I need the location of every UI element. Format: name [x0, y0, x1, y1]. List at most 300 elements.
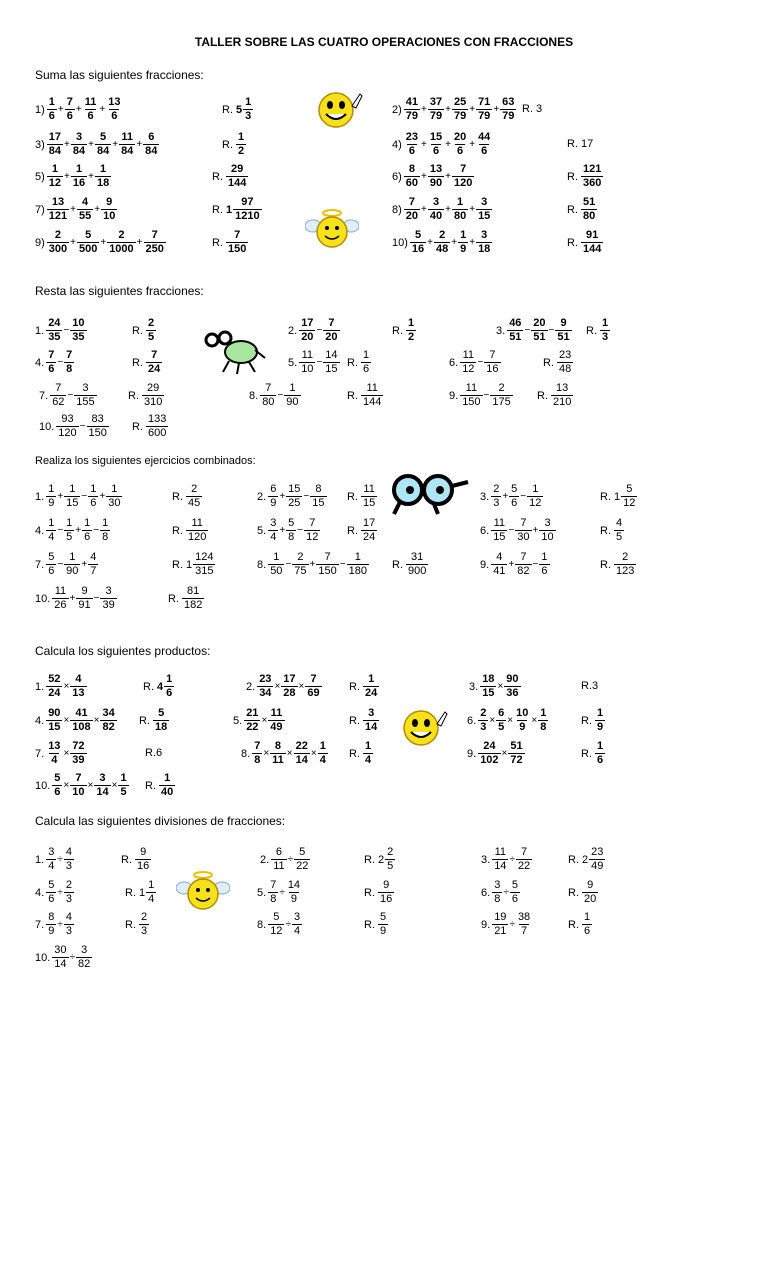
fraction: [323, 349, 339, 376]
answer-sum-8: [567, 196, 597, 223]
numerator: 1: [48, 483, 55, 495]
numerator: 3: [432, 196, 440, 208]
answer-comb-9: [600, 551, 636, 578]
exercise-prod-1: [35, 673, 87, 700]
answer-label: R.: [143, 680, 154, 693]
fraction: [46, 879, 56, 906]
exercise-sub-4: [35, 349, 74, 376]
numerator: 1: [408, 317, 415, 329]
answer-sub-1: [132, 317, 156, 344]
answer-label: R.: [349, 680, 360, 693]
fraction: [304, 517, 320, 544]
exercise-prod-9: [467, 740, 525, 767]
denominator: 35: [72, 331, 85, 343]
fraction: [135, 846, 151, 873]
answer-div-7: [125, 911, 149, 938]
answer-div-6: [568, 879, 598, 906]
exercise-comb-9: [480, 551, 550, 578]
fraction: [410, 229, 426, 256]
numerator: 1: [245, 96, 252, 108]
exercise-prod-3: [469, 673, 521, 700]
answer-label: R.: [132, 356, 143, 369]
denominator: 2: [408, 331, 415, 343]
numerator: 2: [118, 229, 125, 241]
numerator: 38: [517, 911, 531, 923]
fraction: [476, 96, 492, 123]
fraction: [595, 707, 605, 734]
exercise-number: 7.: [39, 389, 49, 402]
exercise-div-10: [35, 944, 92, 971]
numerator: 7: [270, 879, 277, 891]
numerator: 7: [489, 349, 496, 361]
fraction: [164, 673, 174, 700]
fraction: [492, 911, 508, 938]
exercise-sub-3: [496, 317, 572, 344]
answer-label: R.: [567, 236, 578, 249]
denominator: 6: [111, 110, 118, 122]
numerator: 3: [99, 772, 106, 784]
answer-div-5: [364, 879, 394, 906]
numerator: 13: [48, 740, 61, 752]
numerator: 7: [310, 673, 317, 685]
fraction: [557, 349, 573, 376]
numerator: 1: [532, 483, 539, 495]
denominator: 5: [120, 786, 127, 798]
numerator: 7: [324, 551, 331, 563]
numerator: 2: [148, 317, 155, 329]
numerator: 51: [510, 740, 523, 752]
denominator: 4: [51, 754, 58, 766]
numerator: 30: [54, 944, 67, 956]
fraction: [361, 382, 383, 409]
fraction: [581, 196, 597, 223]
answer-whole: 5: [236, 103, 243, 116]
denominator: 8: [102, 531, 109, 543]
fraction: [294, 740, 310, 767]
denominator: 25: [288, 497, 301, 509]
fraction: [46, 517, 56, 544]
exercise-sum-9: [35, 229, 166, 256]
numerator: 11: [301, 349, 314, 361]
denominator: 84: [121, 145, 134, 157]
fraction: [514, 707, 530, 734]
numerator: 7: [151, 349, 158, 361]
denominator: 3: [65, 925, 72, 937]
operator: +: [136, 139, 143, 150]
fraction: [428, 163, 444, 190]
operator: +: [279, 525, 286, 536]
operator: +: [469, 237, 476, 248]
operator: +: [69, 593, 76, 604]
numerator: 5: [85, 229, 92, 241]
answer-label: R.: [212, 236, 223, 249]
numerator: 14: [287, 879, 301, 891]
numerator: 20: [533, 317, 546, 329]
numerator: 2: [141, 911, 148, 923]
answer-label: R.: [600, 524, 611, 537]
fraction: [404, 196, 420, 223]
fraction: [268, 707, 284, 734]
fraction: [64, 846, 74, 873]
denominator: 40: [429, 210, 443, 222]
fraction: [480, 673, 496, 700]
numerator: 1: [365, 740, 372, 752]
fraction: [281, 673, 297, 700]
fraction: [46, 707, 62, 734]
exercise-div-4: [35, 879, 74, 906]
denominator: 84: [72, 145, 86, 157]
fraction: [268, 517, 278, 544]
denominator: 12: [306, 531, 319, 543]
exercise-number: 7.: [35, 747, 45, 760]
numerator: 2: [493, 483, 500, 495]
exercise-sub-5: [288, 349, 340, 376]
fraction: [182, 585, 204, 612]
fraction: [76, 585, 92, 612]
exercise-sum-1: [35, 96, 122, 123]
exercise-comb-7: [35, 551, 98, 578]
numerator: 4: [75, 673, 82, 685]
denominator: 12: [529, 497, 542, 509]
denominator: 35: [48, 331, 61, 343]
denominator: 49: [591, 860, 604, 872]
numerator: 8: [315, 483, 322, 495]
denominator: 6: [84, 531, 91, 543]
answer-sub-6: [543, 349, 573, 376]
denominator: 5: [616, 531, 623, 543]
denominator: 500: [78, 243, 98, 255]
denominator: 15: [66, 497, 79, 509]
denominator: 16: [411, 243, 425, 255]
operator: ×: [87, 780, 94, 791]
operator: ×: [93, 715, 100, 726]
operator: −: [303, 491, 310, 502]
fraction: [268, 911, 284, 938]
fraction: [193, 551, 215, 578]
fraction: [142, 382, 164, 409]
denominator: 6: [48, 363, 55, 375]
denominator: 26: [54, 599, 67, 611]
operator: −: [277, 390, 284, 401]
exercise-sub-6: [449, 349, 501, 376]
fraction: [299, 317, 315, 344]
operator: ×: [261, 715, 268, 726]
fraction: [46, 551, 56, 578]
answer-whole: 1: [226, 203, 233, 216]
fraction: [64, 483, 80, 510]
fraction: [492, 846, 508, 873]
numerator: 7: [55, 382, 62, 394]
denominator: 12: [270, 925, 283, 937]
fraction: [106, 483, 122, 510]
operator: ÷: [503, 887, 509, 898]
fraction: [119, 131, 135, 158]
fraction: [226, 229, 248, 256]
denominator: 6: [48, 893, 55, 905]
exercise-number: 10.: [35, 779, 51, 792]
fraction: [64, 551, 80, 578]
operator: −: [316, 357, 323, 368]
numerator: 11: [363, 483, 375, 495]
fraction: [64, 879, 74, 906]
answer-comb-3: [600, 483, 637, 510]
denominator: 10: [103, 210, 116, 222]
exercise-number: 1): [35, 103, 45, 116]
denominator: 4: [365, 754, 372, 766]
denominator: 21: [494, 925, 507, 937]
numerator: 7: [75, 772, 82, 784]
denominator: 360: [583, 177, 602, 189]
numerator: 4: [616, 517, 623, 529]
fraction: [77, 229, 99, 256]
numerator: 3: [82, 382, 89, 394]
fraction: [385, 846, 395, 873]
answer-label: R.: [568, 886, 579, 899]
answer-comb-5: [347, 517, 377, 544]
denominator: 144: [228, 177, 247, 189]
fraction: [363, 673, 379, 700]
exercise-div-6: [481, 879, 520, 906]
operator: ×: [63, 780, 70, 791]
operator: −: [297, 525, 304, 536]
fraction: [286, 483, 302, 510]
operator: +: [469, 104, 476, 115]
exercise-sum-4: [392, 131, 492, 158]
operator: +: [70, 237, 76, 248]
operator: −: [339, 559, 346, 570]
numerator: 1: [289, 382, 296, 394]
operator: +: [81, 559, 88, 570]
denominator: 6: [90, 497, 97, 509]
section-heading-sub: Resta las siguientes fracciones:: [35, 284, 204, 298]
fraction: [581, 163, 603, 190]
denominator: 79: [429, 110, 443, 122]
denominator: 30: [517, 531, 530, 543]
exercise-number: 4.: [35, 886, 45, 899]
operator: +: [57, 491, 64, 502]
answer-sub-2: [392, 317, 416, 344]
exercise-number: 5.: [257, 886, 267, 899]
answer-whole: 2: [378, 853, 385, 866]
exercise-sum-10: [392, 229, 492, 256]
exercise-comb-6: [480, 517, 556, 544]
denominator: 3: [65, 860, 72, 872]
answer-label: R.: [568, 918, 579, 931]
operator: ×: [63, 715, 70, 726]
exercise-number: 9.: [481, 918, 491, 931]
denominator: 6: [166, 687, 173, 699]
fraction: [88, 551, 98, 578]
numerator: 52: [48, 673, 61, 685]
numerator: 15: [288, 483, 301, 495]
exercise-sum-7: [35, 196, 117, 223]
numerator: 4: [496, 551, 503, 563]
operator: +: [99, 491, 106, 502]
numerator: 1: [75, 163, 83, 175]
fraction: [252, 740, 262, 767]
operator: +: [88, 171, 94, 182]
numerator: 13: [556, 382, 569, 394]
operator: ÷: [279, 887, 285, 898]
fraction: [508, 740, 524, 767]
fraction: [47, 229, 69, 256]
answer-label: R.: [172, 524, 183, 537]
answer-prod-8: [349, 740, 373, 767]
denominator: 15: [312, 497, 325, 509]
answer-comb-7: [172, 551, 215, 578]
denominator: 6: [408, 145, 415, 157]
numerator: 6: [148, 131, 155, 143]
fraction: [531, 317, 547, 344]
numerator: 3: [494, 879, 501, 891]
denominator: 9: [290, 893, 297, 905]
exercise-number: 10.: [39, 420, 55, 433]
denominator: 8: [66, 363, 73, 375]
exercise-number: 1.: [35, 853, 45, 866]
numerator: 11: [84, 96, 97, 108]
denominator: 123: [616, 565, 635, 577]
fraction: [94, 772, 110, 799]
section-heading-sum: Suma las siguientes fracciones:: [35, 68, 204, 82]
fraction: [100, 707, 116, 734]
fraction: [484, 349, 500, 376]
denominator: 51: [533, 331, 546, 343]
fraction: [76, 944, 92, 971]
numerator: 1: [597, 707, 604, 719]
numerator: 31: [411, 551, 424, 563]
exercise-number: 8.: [257, 558, 267, 571]
denominator: 15: [493, 531, 506, 543]
operator: −: [57, 559, 64, 570]
numerator: 91: [586, 229, 599, 241]
numerator: 20: [453, 131, 467, 143]
exercise-number: 6.: [467, 714, 477, 727]
exercise-sub-2: [288, 317, 340, 344]
operator: ×: [501, 748, 508, 759]
answer-sub-9: [537, 382, 573, 409]
denominator: 49: [270, 721, 283, 733]
answer-comb-1: [172, 483, 202, 510]
fraction: [595, 740, 605, 767]
fraction: [476, 229, 492, 256]
exercise-number: 2.: [257, 490, 267, 503]
denominator: 6: [432, 145, 440, 157]
denominator: 16: [137, 860, 150, 872]
numerator: 1: [51, 163, 58, 175]
fraction: [292, 551, 308, 578]
denominator: 13: [72, 687, 85, 699]
denominator: 4: [319, 754, 326, 766]
operator: +: [421, 171, 427, 182]
fraction: [50, 382, 66, 409]
fraction: [47, 163, 63, 190]
numerator: 7: [234, 229, 241, 241]
numerator: 7: [66, 96, 73, 108]
denominator: 10: [541, 531, 554, 543]
numerator: 11: [366, 382, 378, 394]
denominator: 90: [66, 565, 79, 577]
denominator: 16: [486, 363, 499, 375]
fraction: [527, 483, 543, 510]
numerator: 2: [439, 229, 446, 241]
numerator: 11: [54, 585, 67, 597]
fraction: [95, 163, 111, 190]
denominator: 6: [363, 363, 370, 375]
denominator: 2: [238, 145, 245, 157]
denominator: 48: [559, 363, 572, 375]
denominator: 4: [270, 531, 277, 543]
fraction: [299, 349, 315, 376]
numerator: 7: [520, 517, 527, 529]
answer-label: R.: [364, 886, 375, 899]
denominator: 150: [88, 427, 107, 439]
fraction: [146, 349, 162, 376]
exercise-number: 2.: [288, 324, 298, 337]
section-heading-div: Calcula las siguientes divisiones de fracciones:: [35, 814, 286, 828]
numerator: 17: [48, 131, 62, 143]
fraction: [539, 551, 549, 578]
exercise-sub-7: [39, 382, 97, 409]
denominator: 36: [506, 687, 519, 699]
fraction: [47, 96, 57, 123]
fraction: [589, 846, 605, 873]
answer-label: R.: [364, 918, 375, 931]
numerator: 2: [297, 551, 304, 563]
denominator: 14: [96, 786, 109, 798]
operator: ÷: [287, 854, 294, 865]
answer-label: R.: [125, 886, 136, 899]
bug-icon: [203, 328, 267, 379]
fraction: [476, 196, 492, 223]
fraction: [404, 163, 420, 190]
numerator: 24: [483, 740, 496, 752]
exercise-sum-8: [392, 196, 492, 223]
operator: +: [493, 104, 500, 115]
operator: +: [279, 491, 286, 502]
answer-label: R.: [212, 203, 223, 216]
denominator: 16: [380, 893, 393, 905]
numerator: 17: [283, 673, 296, 685]
answer-sum-7: [212, 196, 262, 223]
numerator: 1: [541, 551, 548, 563]
numerator: 7: [48, 349, 55, 361]
denominator: 15: [48, 721, 61, 733]
denominator: 3: [480, 721, 487, 733]
fraction: [268, 551, 284, 578]
exercise-number: 1.: [35, 490, 45, 503]
answer-label: R.: [537, 389, 548, 402]
numerator: 11: [493, 517, 506, 529]
exercise-div-8: [257, 911, 302, 938]
denominator: 8: [540, 721, 547, 733]
answer-prod-10: [145, 772, 175, 799]
denominator: 1210: [235, 210, 260, 222]
numerator: 1: [368, 673, 375, 685]
exercise-number: 5.: [288, 356, 298, 369]
operator: ×: [298, 681, 305, 692]
fraction: [70, 673, 86, 700]
fraction: [46, 740, 62, 767]
answer-text: R.6: [145, 747, 163, 760]
denominator: 6: [48, 565, 55, 577]
fraction: [510, 879, 520, 906]
fraction: [551, 382, 573, 409]
denominator: 24: [148, 363, 161, 375]
operator: −: [93, 525, 100, 536]
denominator: 102: [480, 754, 499, 766]
exercise-comb-10: [35, 585, 117, 612]
fraction: [582, 879, 598, 906]
